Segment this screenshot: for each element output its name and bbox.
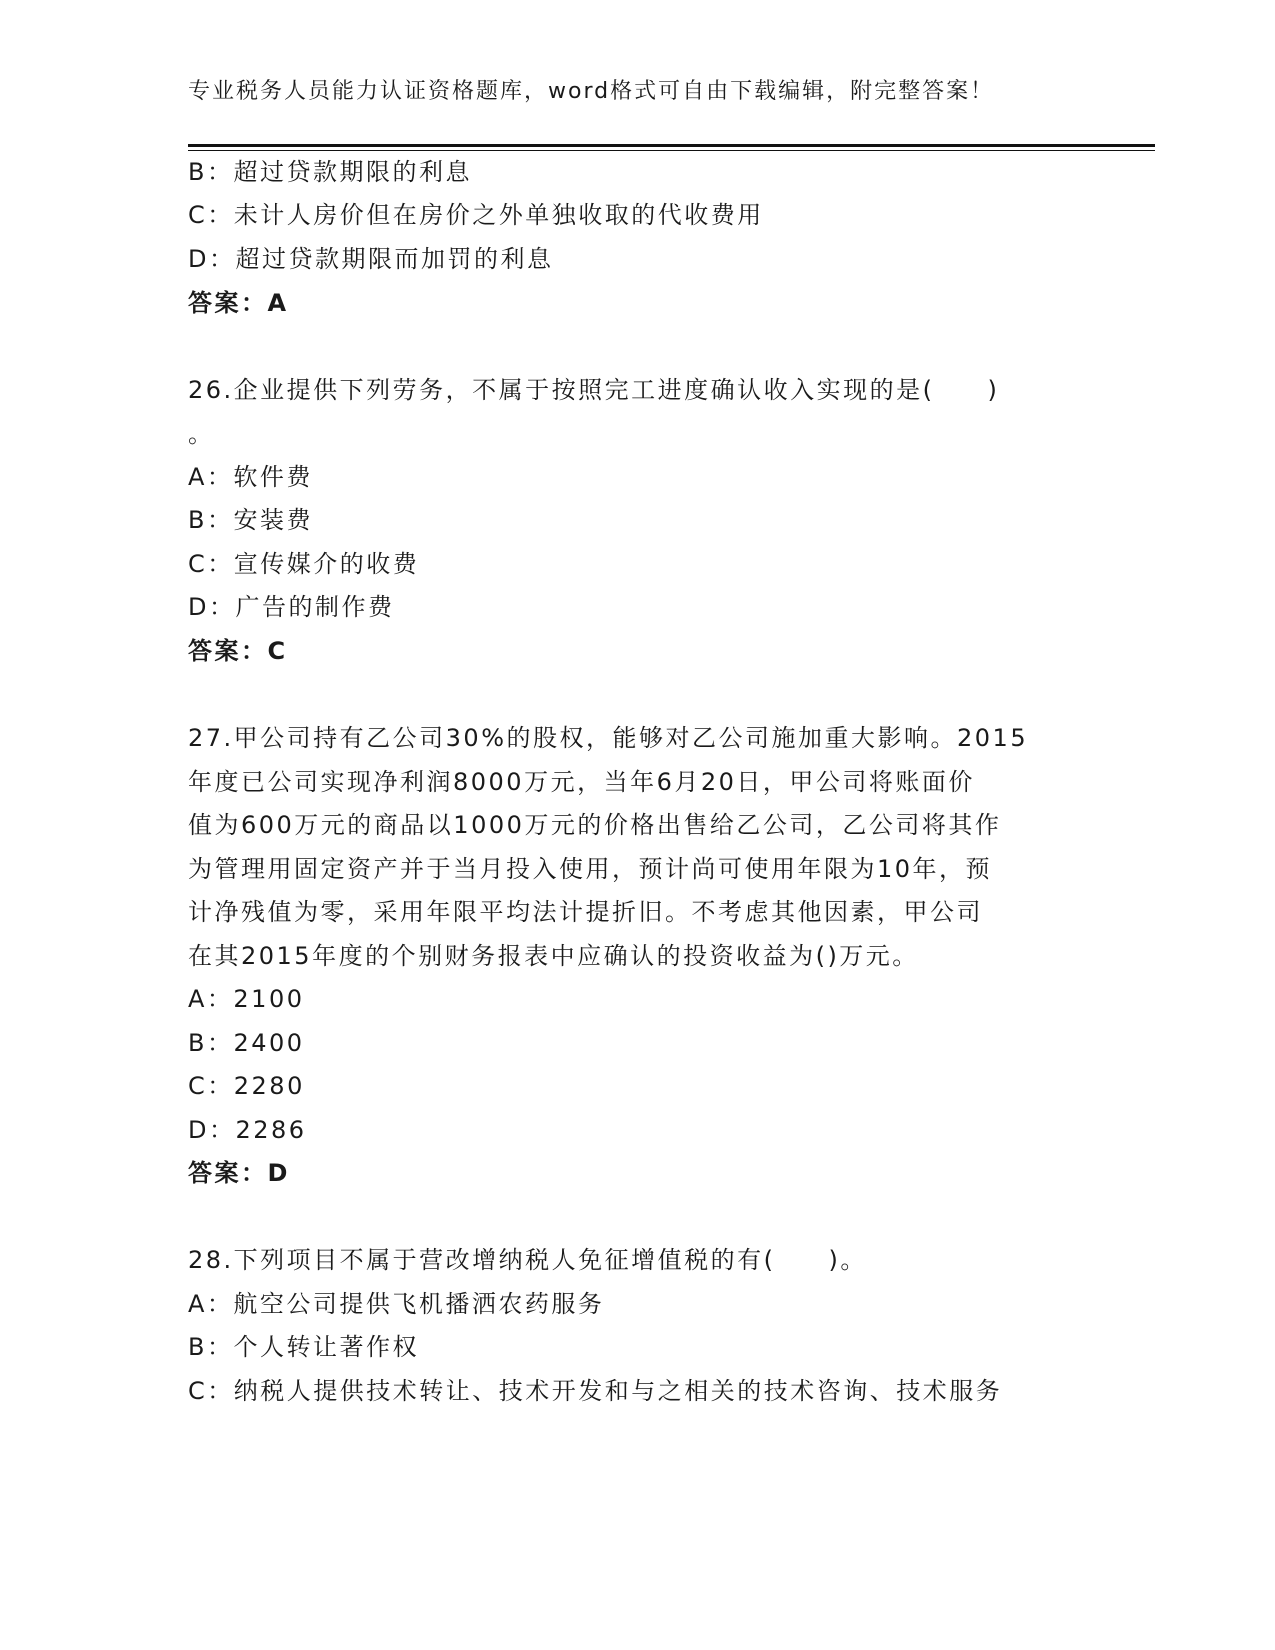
q27-stem-line-2: 年度已公司实现净利润8000万元，当年6月20日，甲公司将账面价 (188, 768, 975, 796)
q27-option-b: B：2400 (188, 1029, 305, 1057)
header-rule-thin (188, 150, 1155, 151)
q27-option-c: C：2280 (188, 1072, 305, 1100)
q27-stem-line-1: 27.甲公司持有乙公司30%的股权，能够对乙公司施加重大影响。2015 (188, 724, 1029, 752)
header-rule-thick (188, 144, 1155, 147)
q26-option-c: C：宣传媒介的收费 (188, 550, 420, 578)
q27-option-a: A：2100 (188, 985, 305, 1013)
q25-option-c: C：未计人房价但在房价之外单独收取的代收费用 (188, 201, 764, 229)
q26-option-a: A：软件费 (188, 463, 313, 491)
q26-stem-line-2: 。 (188, 420, 215, 448)
q28-stem-line-1: 28.下列项目不属于营改增纳税人免征增值税的有( )。 (188, 1246, 867, 1274)
q26-answer: 答案：C (188, 637, 288, 665)
q26-option-b: B：安装费 (188, 506, 313, 534)
q28-option-c: C：纳税人提供技术转让、技术开发和与之相关的技术咨询、技术服务 (188, 1377, 1003, 1405)
q25-option-d: D：超过贷款期限而加罚的利息 (188, 245, 554, 273)
q26-stem-line-1: 26.企业提供下列劳务，不属于按照完工进度确认收入实现的是( ) (188, 376, 1000, 404)
q27-stem-line-6: 在其2015年度的个别财务报表中应确认的投资收益为()万元。 (188, 942, 919, 970)
q27-stem-line-5: 计净残值为零，采用年限平均法计提折旧。不考虑其他因素，甲公司 (188, 898, 983, 926)
q25-answer: 答案：A (188, 289, 289, 317)
q28-option-a: A：航空公司提供飞机播洒农药服务 (188, 1290, 605, 1318)
q25-option-b: B：超过贷款期限的利息 (188, 158, 472, 186)
q27-stem-line-3: 值为600万元的商品以1000万元的价格出售给乙公司，乙公司将其作 (188, 811, 1002, 839)
q28-option-b: B：个人转让著作权 (188, 1333, 419, 1361)
q26-option-d: D：广告的制作费 (188, 593, 395, 621)
q27-answer: 答案：D (188, 1159, 290, 1187)
q27-stem-line-4: 为管理用固定资产并于当月投入使用，预计尚可使用年限为10年，预 (188, 855, 993, 883)
page-header: 专业税务人员能力认证资格题库，word格式可自由下载编辑，附完整答案！ (188, 79, 995, 104)
q27-option-d: D：2286 (188, 1116, 307, 1144)
